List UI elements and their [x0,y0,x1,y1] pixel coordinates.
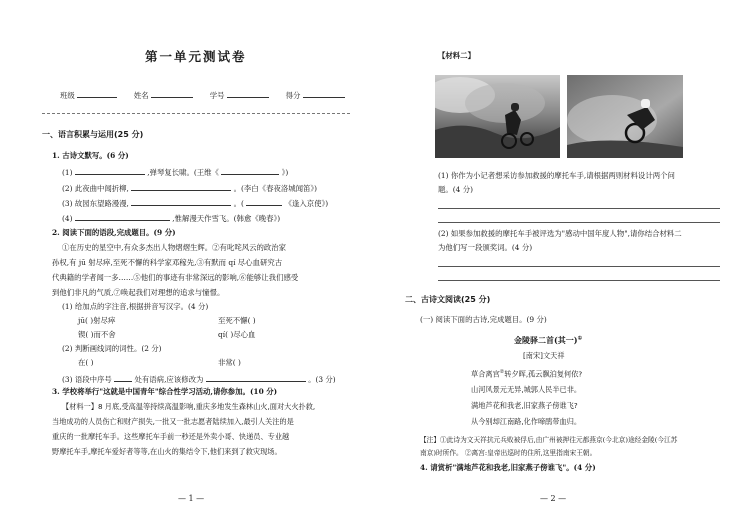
q2-sub-3 [62,374,336,383]
q1-heading: 1. 古诗文默写。(6 分) [52,151,129,160]
q3-material-1-line-2: 当地成功的人员伤亡和财产损失,一批又一批志愿者陆续加入,最引人关注的是 [52,417,294,426]
q2-ans-xie[interactable]: 至死不懈( ) [218,316,256,325]
poem-note-mark: ① [577,335,583,342]
poem-author: [南宋]文天祥 [523,351,565,360]
name-field[interactable] [151,90,193,98]
q2-passage-1: ①在历史的星空中,有众多杰出人物熠熠生辉。②有叱咤风云的政治家 [62,243,287,252]
q2-ans-qie[interactable]: 锲( )而不舍 [78,330,116,339]
answer-line-4[interactable] [438,280,720,281]
q1-text-2b: 。(李白《春夜洛城闻笛》) [233,184,317,193]
q2-ans-qi[interactable]: qí( )尽心血 [218,330,256,339]
id-label: 学号 [209,91,225,100]
poem-note-line-2: 南京)时所作。 ②离宫:皇帝出巡时的住所,这里指南宋王朝。 [420,449,597,457]
q3-sub-1-line-1: (1) 你作为小记者想采访参加救援的摩托车手,请根据两则材料设计两个问 [438,171,675,180]
name-label: 姓名 [133,91,149,100]
page-2 [375,0,750,530]
q3-sub-1-line-2: 题。(4 分) [438,185,473,194]
score-label: 得分 [285,91,301,100]
q3-material-1-line-1: 【材料一】8 月底,受高温等持续高温影响,重庆多地发生森林山火,面对大火扑救, [62,402,316,411]
poem-line-4: 从今别却江南路,化作啼鹃带血归。 [471,417,582,426]
class-label: 班级 [60,91,75,100]
q1-blank-4[interactable] [131,198,231,206]
poem-line-3: 满地芦花和我老,旧家燕子傍谁飞? [471,401,578,410]
q2-ans-jv[interactable]: jū( )射尽瘁 [78,316,116,325]
page-number-1: — 1 — [178,494,205,503]
poem-sub-heading: (一) 阅读下面的古诗,完成题目。(9 分) [420,315,547,324]
q1-text-1c: 》) [281,168,289,177]
q1-line-1 [62,167,288,176]
q1-blank-1[interactable] [75,167,145,175]
q1-label-1: (1) [62,168,73,177]
poem-line-1 [471,370,582,378]
poem-line-2: 山河风景元无异,城郭人民半已非。 [471,385,582,394]
q2-ans-zai[interactable]: 在( ) [78,358,94,367]
poem-title [514,336,582,344]
q2-passage-2: 孙权,有 jū 射尽瘁,至死不懈的科学家邓稼先,③有默而 qí 尽心血研究古 [52,258,283,267]
page-title: 第一单元测试卷 [145,49,247,64]
q3-sub-2-line-2: 为他们写一段颁奖词。(4 分) [438,243,533,252]
q1-blank-3[interactable] [131,183,231,191]
q3-sub-2-line-1: (2) 如果参加救援的摩托车手被评选为"感动中国年度人物",请你结合材料二 [438,229,682,238]
q2-sub-3-text-c: 。(3 分) [308,375,336,384]
q2-sub-2: (2) 判断画线词的词性。(2 分) [62,344,162,353]
q1-text-4: ,惟解漫天作雪飞。(韩愈《晚春》) [172,214,281,223]
q2-passage-3: 代典籍的学者闻一多……⑤他们的事迹有非常深远的影响,⑥能够让我们感受 [52,273,299,282]
q1-line-2 [62,183,317,192]
page-number-2: — 2 — [540,494,567,503]
q1-text-3c: 《逢入京使》) [284,199,329,208]
id-field[interactable] [227,90,269,98]
q2-sub-3-text-b: 处有语病,应该修改为 [134,375,204,384]
q2-passage-4: 到他们非凡的气质,⑦唤起我们对理想的追求与憧憬。 [52,288,225,297]
q1-text-3b: 。( [233,199,244,208]
material-2-label: 【材料二】 [438,51,475,60]
student-info-row [60,90,345,99]
q2-sub-3-text-a: (3) 语段中序号 [62,375,112,384]
score-field[interactable] [303,90,345,98]
photo-motorcyclist-smoke [435,75,560,158]
q4-heading: 4. 请赏析"满地芦花和我老,旧家燕子傍谁飞"。(4 分) [420,463,596,472]
poem-line-mark: ② [499,369,505,375]
q1-blank-2[interactable] [221,167,279,175]
q1-line-3 [62,198,328,207]
q1-text-3: (3) 故园东望路漫漫, [62,199,129,208]
q1-text-1: ,弹琴复长啸。(王维《 [147,168,219,177]
section-1-heading: 一、语言积累与运用(25 分) [42,130,144,139]
poem-note-line-1: 【注】①此诗为文天祥抗元兵败被俘后,由广州被押往元都燕京(今北京)途经金陵(今江苏 [420,436,678,444]
q3-heading: 3. 学校将举行"这就是中国青年"综合性学习活动,请你参加。(10 分) [52,387,278,396]
class-field[interactable] [77,90,117,98]
answer-line-2[interactable] [438,222,720,223]
poem-title-text: 金陵驿二首(其一) [514,335,578,345]
q2-heading: 2. 阅读下面的语段,完成题目。(9 分) [52,228,176,237]
q2-sub-1: (1) 给加点的字注音,根据拼音写汉字。(4 分) [62,302,209,311]
q2-blank-seq[interactable] [114,374,132,382]
q1-text-2: (2) 此夜曲中闻折柳, [62,184,129,193]
q2-ans-feichang[interactable]: 非常( ) [218,358,241,367]
q1-blank-5[interactable] [246,198,282,206]
answer-line-3[interactable] [438,266,720,267]
q1-blank-6[interactable] [75,213,170,221]
poem-line-1a: 草合离宫 [471,369,500,379]
section-2-heading: 二、古诗文阅读(25 分) [405,295,491,304]
q3-material-1-line-3: 重庆的一批摩托车手。这些摩托车手前一秒还是外卖小哥、快递员、专业越 [52,432,290,441]
seal-divider [42,113,350,114]
q3-material-1-line-4: 野摩托车手,摩托车爱好者等等,在山火的集结令下,他们来到了救灾现场。 [52,447,282,456]
poem-line-1b: 转夕晖,孤云飘泊复何依? [504,369,583,379]
answer-line-1[interactable] [438,208,720,209]
q2-blank-fix[interactable] [206,374,306,382]
photo-motorcycle-dust [567,75,683,158]
q1-label-4: (4) [62,214,73,223]
q1-line-4 [62,213,280,222]
